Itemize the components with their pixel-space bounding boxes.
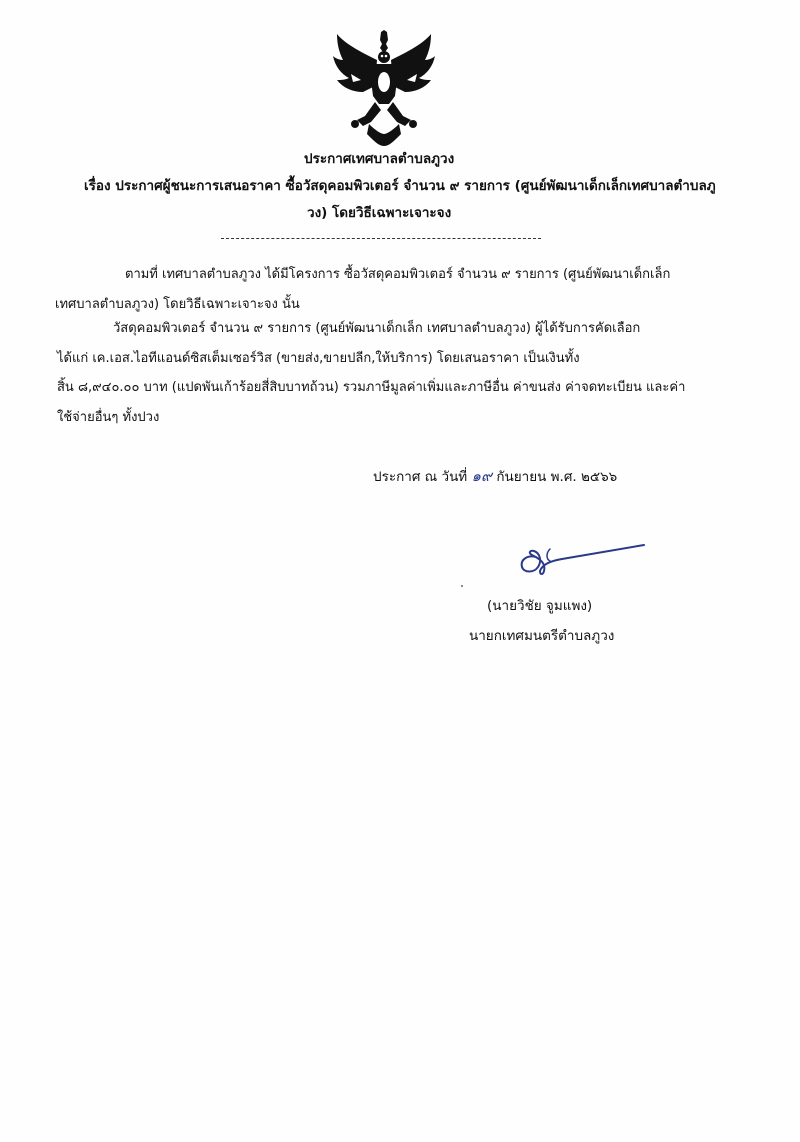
date-day: ๑๙ — [471, 467, 493, 485]
paragraph-1-line-2: เทศบาลตำบลภูวง) โดยวิธีเฉพาะเจาะจง นั้น — [55, 297, 300, 312]
paragraph-2-line-2: ได้แก่ เค.เอส.ไอทีแอนด์ซิสเต็มเซอร์วิส (ขายส่ง,ขายปลีก,ให้บริการ) โดยเสนอราคา เป็นเงินทั้ง — [57, 351, 580, 366]
garuda-emblem-icon — [331, 30, 437, 148]
signer-position: นายกเทศมนตรีตำบลภูวง — [469, 628, 615, 644]
paragraph-1-line-1: ตามที่ เทศบาลตำบลภูวง ได้มีโครงการ ซื้อวัสดุคอมพิวเตอร์ จำนวน ๙ รายการ (ศูนย์พัฒนาเด็กเล็ก — [125, 267, 671, 282]
signer-name: (นายวิชัย จูมแพง) — [487, 598, 593, 614]
paragraph-2-line-4: ใช้จ่ายอื่นๆ ทั้งปวง — [57, 410, 160, 425]
handwritten-signature — [510, 535, 650, 585]
paragraph-2-line-1: วัสดุคอมพิวเตอร์ จำนวน ๙ รายการ (ศูนย์พัฒนาเด็กเล็ก เทศบาลตำบลภูวง) ผู้ได้รับการคัดเลือก — [113, 321, 641, 336]
date-month-year: กันยายน พ.ศ. ๒๕๖๖ — [492, 469, 618, 485]
paragraph-2-line-3: สิ้น ๘,๙๔๐.๐๐ บาท (แปดพันเก้าร้อยสี่สิบบาทถ้วน) รวมภาษีมูลค่าเพิ่มและภาษีอื่น ค่าขนส่ง ค่าจดทะเบียน และค่า — [57, 380, 686, 395]
announcement-date — [373, 467, 617, 486]
document-organization: ประกาศเทศบาลตำบลภูวง — [304, 151, 455, 167]
document-subject-line-2: วง) โดยวิธีเฉพาะเจาะจง — [307, 205, 452, 221]
header-divider — [221, 238, 541, 239]
ink-speck — [461, 585, 463, 587]
date-prefix: ประกาศ ณ วันที่ — [373, 469, 472, 485]
document-subject-line-1: เรื่อง ประกาศผู้ชนะการเสนอราคา ซื้อวัสดุคอมพิวเตอร์ จำนวน ๙ รายการ (ศูนย์พัฒนาเด็กเล็กเทศบาลตำบลภู — [84, 178, 716, 194]
